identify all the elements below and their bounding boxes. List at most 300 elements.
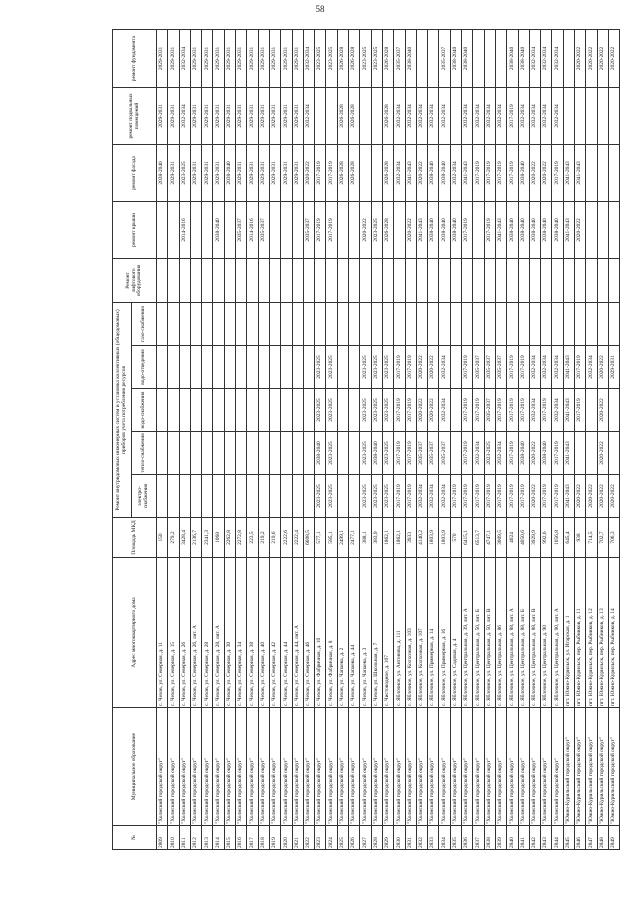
table-cell [269,258,280,302]
table-cell: 2023-2025 [360,475,371,518]
table-cell: с. Яблочное, ул. Примерная, д. 14 [428,558,439,708]
table-cell [349,302,360,345]
table-cell: 2813 [202,826,213,850]
table-cell: "Холмский городской округ" [462,708,473,826]
table-cell: 2023-2025 [179,144,190,201]
table-cell: 2017-2019 [495,475,506,518]
table-cell [326,87,337,144]
table-row [597,29,608,849]
table-cell: 2038-2040 [450,201,461,258]
table-cell [586,432,597,475]
table-cell: 2029-2031 [292,29,303,87]
table-cell: 2017-2019 [462,432,473,475]
table-row [337,29,348,849]
table-cell: с. Чехов, ул. Северная, д. 28 [202,558,213,708]
table-cell: 2014-2016 [179,201,190,258]
table-cell: 570 [450,518,461,558]
table-row [484,29,495,849]
table-cell: 2029-2031 [157,29,168,87]
table-cell [574,87,585,144]
table-cell: 2017-2019 [473,475,484,518]
table-cell [168,475,179,518]
table-cell: 2041-2043 [416,201,427,258]
table-cell: пгт. Южно-Курильск, пер. Рыбников, д. 11 [574,558,585,708]
table-cell: 2023-2025 [382,475,393,518]
table-cell [190,302,201,345]
table-cell: 2017-2019 [462,346,473,389]
table-cell: "Холмский городской округ" [473,708,484,826]
table-cell: с. Чехов, ул. Фабричная, д. 8 [326,558,337,708]
table-cell: "Холмский городской округ" [495,708,506,826]
table-cell: 2020-2022 [529,475,540,518]
table-cell [224,302,235,345]
table-cell [563,258,574,302]
table-cell: с. Чехов, ул. Северная, д. 44, лит. А [292,558,303,708]
table-cell [213,389,224,432]
table-cell [157,258,168,302]
table-cell: 3009,5 [495,518,506,558]
table-cell: с. Чехов, ул. Северная, д. 42 [269,558,280,708]
table-cell: 2038-2040 [157,144,168,201]
table-cell: 2026-2028 [349,144,360,201]
table-cell [608,389,619,432]
table-cell: 2041-2043 [563,432,574,475]
table-cell [224,389,235,432]
table-row [349,29,360,849]
table-row [495,29,506,849]
table-cell: 2020-2022 [597,432,608,475]
table-cell: 2035-2037 [439,29,450,87]
table-cell: 2029-2031 [202,87,213,144]
table-cell: 2829 [382,826,393,850]
table-row [258,29,269,849]
header-heat: тепло-снабжения [132,432,157,475]
table-cell: "Холмский городской округ" [518,708,529,826]
table-cell [597,258,608,302]
table-cell [190,201,201,258]
table-cell: 2827 [360,826,371,850]
table-cell: 2029-2031 [292,144,303,201]
header-municipality: Муниципальное образование [113,708,157,826]
table-cell: 2821 [292,826,303,850]
table-cell: 2029-2031 [269,144,280,201]
table-cell [371,144,382,201]
table-cell: с. Яблочное, ул. Садовая, д. 4 [450,558,461,708]
table-cell [303,389,314,432]
table-cell: 2023-2025 [360,29,371,87]
table-cell: 2017-2019 [484,475,495,518]
table-cell: 2017-2019 [518,346,529,389]
table-cell [360,302,371,345]
table-cell [179,389,190,432]
table-cell: 2017-2019 [394,389,405,432]
table-cell [247,432,258,475]
table-cell: 2499,1 [337,518,348,558]
table-cell: 645,4 [563,518,574,558]
table-cell: с. Чехов, ул. Северная, д. 38 [247,558,258,708]
table-cell [247,475,258,518]
rotated-page [112,30,617,850]
table-cell [349,346,360,389]
table-cell [473,258,484,302]
table-cell: 2029-2031 [247,87,258,144]
table-cell: 223,5 [247,518,258,558]
table-cell: 4024 [507,518,518,558]
table-cell: 2017-2019 [473,144,484,201]
table-cell: "Холмский городской округ" [484,708,495,826]
table-cell [303,258,314,302]
table-cell: 2017-2019 [574,389,585,432]
table-cell [360,87,371,144]
table-cell: 2023-2025 [315,346,326,389]
table-cell: с. Чистоводное, д. 107 [382,558,393,708]
table-cell: 1068 [213,518,224,558]
table-cell: 2032-2034 [303,87,314,144]
table-cell: 2020-2022 [574,201,585,258]
table-cell: 2017-2019 [394,346,405,389]
table-cell: "Холмский городской округ" [439,708,450,826]
table-cell: 1803,9 [428,518,439,558]
table-cell [473,29,484,87]
table-cell: 2836 [462,826,473,850]
table-cell: 2020-2022 [529,432,540,475]
table-cell: 2032-2034 [529,346,540,389]
table-cell [349,201,360,258]
table-cell [484,258,495,302]
table-cell: 2029-2031 [258,87,269,144]
header-engineering-group: Ремонт внутридомовых инженерных систем и установка коллективных (общедомовых) приборов учета потребления ресурсов [113,302,132,517]
table-cell: 2023-2025 [315,389,326,432]
table-cell: 2029-2031 [224,29,235,87]
table-cell [213,302,224,345]
table-row [157,29,168,849]
table-cell [495,258,506,302]
table-cell: 2020-2022 [574,475,585,518]
table-cell [157,432,168,475]
table-cell: 2029-2031 [281,144,292,201]
table-cell [326,258,337,302]
table-cell [168,389,179,432]
table-cell: 706,3 [608,518,619,558]
table-cell: 2023-2025 [360,346,371,389]
table-cell: 2035-2037 [416,432,427,475]
table-cell [337,346,348,389]
table-cell: 2035-2037 [394,29,405,87]
table-cell [224,432,235,475]
header-sewer: водо-отведения [132,346,157,389]
table-cell [597,87,608,144]
table-cell: с. Яблочное, ул. Центральная, д. 88, лит. Б [518,558,529,708]
table-cell [292,201,303,258]
table-cell [168,258,179,302]
table-cell: 2032-2034 [394,87,405,144]
table-row [428,29,439,849]
table-cell: 2026-2028 [337,87,348,144]
table-cell: 6415,1 [462,518,473,558]
table-cell: 2038-2040 [371,432,382,475]
table-cell: "Холмский городской округ" [190,708,201,826]
table-cell: 2017-2019 [574,346,585,389]
table-cell: 2837 [473,826,484,850]
table-cell [574,302,585,345]
table-cell: 2032-2034 [541,29,552,87]
table-cell: 2832 [416,826,427,850]
table-cell: 219,2 [258,518,269,558]
table-cell: 2032-2034 [416,87,427,144]
header-gas: газо-снабжения [132,302,157,345]
table-row [382,29,393,849]
table-cell [292,389,303,432]
table-cell: "Холмский городской округ" [382,708,393,826]
table-cell: 2023-2025 [371,389,382,432]
header-elevator: Ремонт лифтового оборудования [113,258,157,302]
table-cell [236,302,247,345]
table-cell [371,302,382,345]
table-cell [224,475,235,518]
table-cell: "Холмский городской округ" [224,708,235,826]
table-cell: 2023-2025 [371,346,382,389]
table-cell [405,258,416,302]
table-cell [439,302,450,345]
table-cell: 2820 [281,826,292,850]
table-cell: 2818 [258,826,269,850]
table-cell: 2029-2031 [269,87,280,144]
table-cell: 2035-2037 [303,201,314,258]
table-cell: 2017-2019 [405,389,416,432]
table-cell [586,258,597,302]
table-cell: 2017-2019 [405,475,416,518]
table-cell: 2812 [190,826,201,850]
table-cell: "Холмский городской округ" [258,708,269,826]
table-cell [450,432,461,475]
table-cell [337,389,348,432]
table-cell [292,302,303,345]
table-cell [360,258,371,302]
table-cell: 279,2 [168,518,179,558]
table-cell [281,432,292,475]
capital-repair-table [112,29,620,850]
table-cell [337,302,348,345]
table-cell: "Холмский городской округ" [371,708,382,826]
table-cell: с. Чехов, ул. Чапаева, д. 44 [349,558,360,708]
table-cell: 2023-2025 [382,346,393,389]
table-cell: 2817 [247,826,258,850]
table-cell: 2041-2043 [495,201,506,258]
table-cell [495,302,506,345]
table-cell: 2020-2022 [597,346,608,389]
header-area: Площадь МКД [113,518,157,558]
table-cell: 2029-2031 [190,144,201,201]
table-cell: 2017-2019 [484,201,495,258]
table-cell: 2029-2031 [190,87,201,144]
table-row [168,29,179,849]
table-cell [157,346,168,389]
table-cell: 2032-2034 [473,432,484,475]
table-cell: 3428,4 [179,518,190,558]
table-cell: 2041-2043 [563,346,574,389]
table-cell: 2222,4 [292,518,303,558]
table-cell [608,144,619,201]
table-cell [608,87,619,144]
table-cell: "Холмский городской округ" [552,708,563,826]
table-cell: 2032-2034 [529,29,540,87]
table-cell: с. Яблочное, ул. Центральная, д. 88, лит. А [507,558,518,708]
table-cell: 2809 [157,826,168,850]
table-row [394,29,405,849]
table-cell [608,258,619,302]
table-cell [597,144,608,201]
table-cell: 2026-2028 [337,144,348,201]
table-cell: 2017-2019 [552,475,563,518]
table-cell: 2843 [541,826,552,850]
table-cell: 2020-2022 [416,144,427,201]
table-cell: с. Яблочное, ул. Центральная, д. 90, лит. А [552,558,563,708]
header-electric: электро-снабжения [132,475,157,518]
table-cell [484,302,495,345]
table-cell [326,302,337,345]
table-cell: 2032-2034 [552,29,563,87]
table-cell: 2017-2019 [473,389,484,432]
table-cell: 2825 [337,826,348,850]
table-cell [247,258,258,302]
table-cell: 2017-2019 [552,432,563,475]
table-cell: с. Яблочное, ул. Колхозная, д. 107 [416,558,427,708]
table-cell: 2032-2034 [495,432,506,475]
table-cell [157,302,168,345]
table-cell: 2029-2031 [202,29,213,87]
table-cell [247,389,258,432]
table-cell: 4050,6 [518,518,529,558]
table-cell: 2017-2019 [518,475,529,518]
table-cell [337,432,348,475]
table-cell [495,29,506,87]
table-cell [190,432,201,475]
header-water: водо-снабжения [132,389,157,432]
table-cell: 2814 [213,826,224,850]
table-cell: 2038-2040 [507,29,518,87]
table-cell: с. Чехов, ул. Северная, д. 40 [258,558,269,708]
table-cell: "Холмский городской округ" [416,708,427,826]
table-cell [518,258,529,302]
table-cell: "Холмский городской округ" [281,708,292,826]
table-cell: 2017-2019 [484,144,495,201]
table-cell: 2041-2043 [574,144,585,201]
table-cell: с. Чехов, ул. Северная, д. 46 [303,558,314,708]
table-cell [190,475,201,518]
table-cell: 2041-2043 [563,389,574,432]
table-cell: 2029-2031 [281,29,292,87]
table-cell [586,302,597,345]
table-cell: 2020-2022 [574,29,585,87]
table-cell: 6513,7 [473,518,484,558]
table-cell [202,475,213,518]
table-cell: 2041-2043 [405,144,416,201]
table-cell [371,258,382,302]
table-cell [473,201,484,258]
table-cell [202,258,213,302]
table-cell: "Южно-Курильский городской округ" [574,708,585,826]
table-cell: 2823 [315,826,326,850]
table-cell: 2029-2031 [190,29,201,87]
table-cell: 2029-2031 [247,29,258,87]
page-number: 58 [315,4,325,14]
table-cell: 2035-2037 [428,432,439,475]
table-cell: 2029-2031 [247,144,258,201]
table-cell: 2023-2025 [326,389,337,432]
table-cell [450,258,461,302]
table-cell: "Южно-Курильский городской округ" [586,708,597,826]
table-cell [236,346,247,389]
table-cell: 2032-2034 [586,346,597,389]
table-cell [168,201,179,258]
table-cell: 2029-2031 [202,144,213,201]
table-cell: 2029-2031 [258,29,269,87]
table-cell: 2020-2022 [608,29,619,87]
table-cell: 2023-2025 [326,346,337,389]
table-cell [360,144,371,201]
table-cell [269,475,280,518]
table-cell: 2032-2034 [450,144,461,201]
table-cell: 2032-2034 [541,346,552,389]
table-cell: 2026-2028 [382,201,393,258]
header-roof: ремонт крыши [113,201,157,258]
table-row [360,29,371,849]
table-cell [563,87,574,144]
table-cell: с. Яблочное, ул. Центральная, д. 90 [541,558,552,708]
table-cell: 2017-2019 [315,144,326,201]
table-cell [303,346,314,389]
table-cell [247,346,258,389]
table-cell [484,29,495,87]
table-cell [416,29,427,87]
table-row [462,29,473,849]
table-cell: 2017-2019 [518,389,529,432]
table-row [518,29,529,849]
table-cell: 2017-2019 [394,475,405,518]
table-cell: 2826 [349,826,360,850]
table-cell: 2038-2040 [518,144,529,201]
table-cell [224,346,235,389]
table-cell [247,302,258,345]
table-row [405,29,416,849]
table-row [224,29,235,849]
table-cell [236,389,247,432]
table-cell: 577,1 [315,518,326,558]
table-cell: 2032-2034 [552,346,563,389]
table-cell [224,258,235,302]
table-cell [202,389,213,432]
table-cell: 2849 [608,826,619,850]
table-cell: 2029-2031 [292,87,303,144]
table-cell [179,346,190,389]
table-cell: с. Чехов, ул. Северная, д. 34 [236,558,247,708]
table-cell: 2038-2040 [439,144,450,201]
table-cell: с. Чехов, ул. Чапаева, д. 2 [337,558,348,708]
table-cell: 2026-2028 [337,29,348,87]
table-cell: "Холмский городской округ" [349,708,360,826]
table-cell [371,87,382,144]
table-cell: 2035-2037 [439,432,450,475]
table-cell: 2017-2019 [507,87,518,144]
table-cell [416,258,427,302]
table-cell: 2831 [405,826,416,850]
table-cell: 2835 [450,826,461,850]
table-cell: 2824 [326,826,337,850]
table-cell: 2029-2031 [168,144,179,201]
table-cell: 2020-2022 [597,389,608,432]
table-cell [349,432,360,475]
table-cell: 2032-2034 [518,87,529,144]
